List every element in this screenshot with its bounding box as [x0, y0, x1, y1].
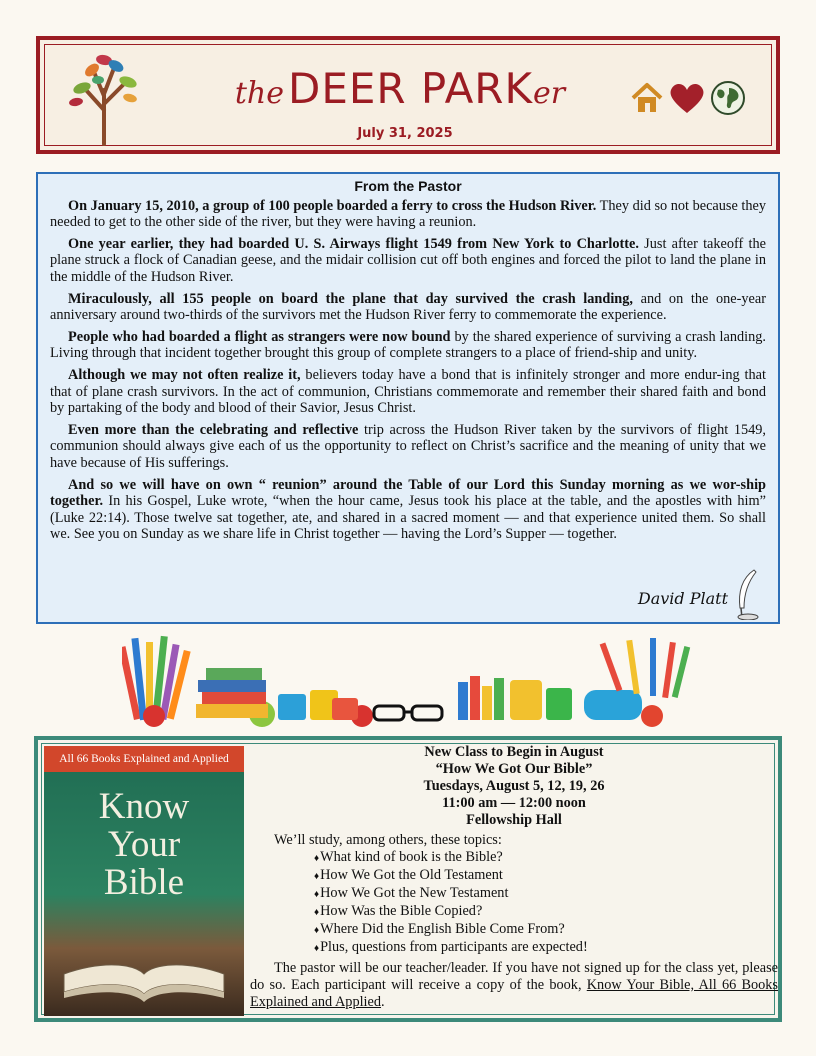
paragraph-body: believers today have a bond that is infinitely stronger and more endur-ing that that of plane crash survivors. In the act of communion, Christians commemorate and remember their shared faith and bond by partaking of the body and blood of their Savior, Jesus Christ. — [50, 366, 766, 417]
paragraph-body: by the shared experience of surviving a crash landing. Living through that incident together brought this group of complete strangers to a place of friend-ship and unity. — [50, 328, 767, 362]
book-title-line: Your — [107, 824, 181, 865]
house-icon — [630, 81, 664, 115]
pastor-signature: David Platt — [637, 589, 728, 609]
class-heading-line: Fellowship Hall — [466, 812, 562, 828]
title-er: er — [533, 76, 566, 111]
paragraph-lead: People who had boarded a flight as strangers were now bound — [68, 328, 451, 345]
paragraph-lead: Even more than the celebrating and reflective — [68, 421, 359, 438]
topic-list — [250, 849, 778, 957]
topic-text: How We Got the Old Testament — [320, 867, 503, 883]
class-details — [250, 744, 778, 1011]
book-title-line: Know — [98, 786, 190, 827]
school-supplies-banner — [122, 632, 694, 728]
masthead — [36, 36, 780, 154]
topic-item — [314, 903, 778, 921]
class-note — [250, 960, 778, 1011]
issue-date: July 31, 2025 — [357, 126, 453, 141]
paragraph-body: They did so not because they needed to get to the other side of the river, but they were having a reunion. — [50, 197, 767, 231]
class-note-text: The pastor will be our teacher/leader. If you have not signed up for the class yet, please do so. Each participant will receive a copy of the book, — [250, 960, 778, 993]
class-intro: We’ll study, among others, these topics: — [274, 832, 502, 848]
pastor-heading: From the Pastor — [354, 178, 462, 194]
pastor-paragraph — [50, 329, 766, 362]
topic-text: How Was the Bible Copied? — [320, 903, 483, 919]
books-stack-icon — [196, 668, 268, 718]
masthead-icons — [630, 80, 746, 116]
quill-icon — [732, 568, 762, 620]
book-title-line: Bible — [103, 862, 185, 903]
pastor-paragraph — [50, 236, 766, 286]
paragraph-lead: And so we will have on own “ reunion” around the Table of our Lord this Sunday morning as we wor-ship together. — [50, 476, 766, 510]
pastor-paragraph — [50, 367, 766, 417]
glasses-icon — [374, 706, 442, 720]
crayons-icon — [458, 676, 572, 720]
topic-text: Plus, questions from participants are expected! — [320, 939, 588, 955]
paragraph-lead: One year earlier, they had boarded U. S. Airways flight 1549 from New York to Charlotte. — [68, 235, 639, 252]
book-title-reference: Know Your Bible, All 66 Books Explained and Applied — [250, 977, 778, 1010]
class-heading — [250, 744, 778, 829]
open-bible-icon — [44, 934, 244, 1014]
tree-icon — [68, 50, 140, 146]
pastor-paragraph — [50, 477, 766, 543]
topic-text: How We Got the New Testament — [320, 885, 509, 901]
topic-item — [314, 921, 778, 939]
class-heading-line: “How We Got Our Bible” — [435, 761, 593, 777]
paragraph-body: trip across the Hudson River taken by the survivors of flight 1549, communion should always give each of us the opportunity to reflect on Christ’s sacrifice and the meaning of unity that we have because of His sufferings. — [50, 421, 766, 471]
pastor-paragraph — [50, 291, 766, 324]
class-heading-line: 11:00 am — 12:00 noon — [442, 795, 586, 811]
class-note-end: . — [381, 994, 385, 1010]
pencil-cup-icon — [584, 638, 690, 720]
topic-text: What kind of book is the Bible? — [320, 849, 503, 865]
topic-item — [314, 849, 778, 867]
newsletter-title — [170, 64, 630, 113]
class-heading-line: New Class to Begin in August — [424, 744, 604, 760]
paragraph-body: In his Gospel, Luke wrote, “when the hour came, Jesus took his place at the table, and the apostles with him” (Luke 22:14). Those twelve sat together, ate, and shared in a sacred moment — and that experience united them. So shall we. See you on Sunday as we share life in Christ together — having the Lord’s Supper — together. — [50, 493, 766, 543]
paragraph-body: and on the one-year anniversary around two-thirds of the survivors met the Hudson River ferry to commemorate the experience. — [50, 290, 766, 324]
paragraph-lead: Miraculously, all 155 people on board the plane that day survived the crash landing, — [68, 290, 633, 307]
new-class-box — [34, 736, 782, 1022]
heart-icon — [668, 81, 706, 115]
pastor-article — [36, 172, 780, 624]
book-subtitle: All 66 Books Explained and Applied — [44, 746, 244, 772]
globe-icon — [710, 80, 746, 116]
class-heading-line: Tuesdays, August 5, 12, 19, 26 — [423, 778, 605, 794]
pastor-paragraph — [50, 198, 766, 231]
paragraph-lead: Although we may not often realize it, — [68, 366, 301, 383]
paragraph-lead: On January 15, 2010, a group of 100 people boarded a ferry to cross the Hudson River. — [68, 197, 597, 214]
paragraph-body: Just after takeoff the plane struck a flock of Canadian geese, and the midair collision cut off both engines and forced the pilot to land the plane in the middle of the Hudson River. — [50, 235, 766, 285]
topic-text: Where Did the English Bible Come From? — [320, 921, 565, 937]
title-the: the — [234, 76, 284, 111]
topic-item — [314, 885, 778, 903]
pastor-paragraph — [50, 422, 766, 472]
book-cover-image — [44, 746, 244, 1016]
paint-pots-icon — [278, 690, 358, 720]
topic-item — [314, 867, 778, 885]
topic-item — [314, 939, 778, 957]
book-title — [44, 788, 244, 902]
title-main: DEER PARK — [287, 64, 534, 113]
